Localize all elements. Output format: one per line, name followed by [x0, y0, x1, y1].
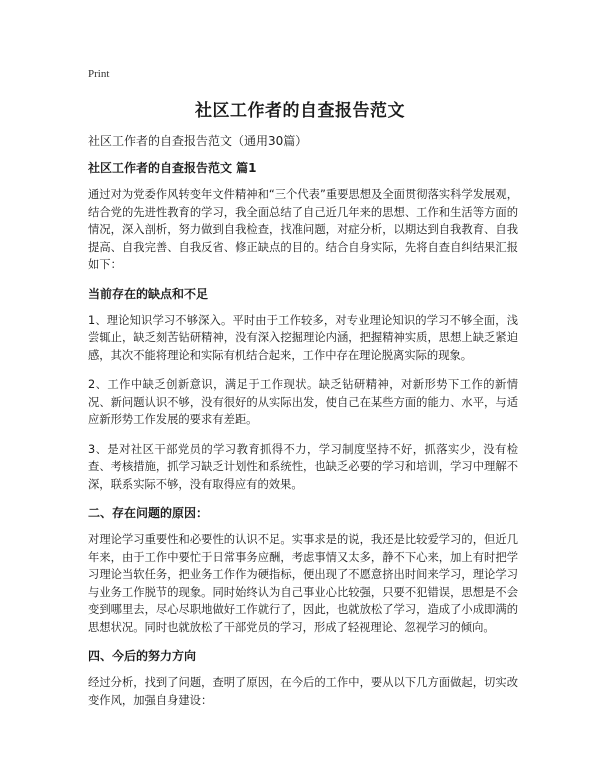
intro-paragraph: 通过对为党委作风转变年文件精神和“三个代表”重要思想及全面贯彻落实科学发展观，结合党的先进性教育的学习，我全面总结了自己近几年来的思想、工作和生活等方面的情况，深入剖析，努力做到自我检查，找准问题，对症分析，以期达到自我教育、自我提高、自我完善、自我反省、修正缺点的目的。结合自身实际，先将自查自纠结果汇报如下：: [88, 188, 518, 271]
section1-heading: 当前存在的缺点和不足: [88, 286, 209, 301]
document-subtitle: 社区工作者的自查报告范文（通用30篇）: [88, 134, 308, 148]
document-body: [88, 133, 518, 721]
section4-paragraph-1: 经过分析，找到了问题，查明了原因，在今后的工作中，要从以下几方面做起，切实改变作风，加强自身建设：: [88, 676, 518, 707]
section2-paragraph-1: 对理论学习重要性和必要性的认识不足。实事求是的说，我还是比较爱学习的，但近几年来，由于工作中要忙于日常事务应酬，考虑事情又太多，静不下心来，加上有时把学习理论当软任务，把业务工作作为硬指标，便出现了不愿意挤出时间来学习，理论学习与业务工作脱节的现象。同时始终认为自己事业心比较强，只要不犯错误，思想是不会变到哪里去，尽心尽职地做好工作就行了，因此，也就放松了学习，造成了小成即满的思想状况。同时也就放松了干部党员的学习，形成了轻视理论、忽视学习的倾向。: [88, 533, 518, 634]
page-title: 社区工作者的自查报告范文: [195, 101, 405, 121]
section4-heading: 四、今后的努力方向: [88, 649, 197, 663]
section1-paragraph-3: 3、是对社区干部党员的学习教育抓得不力，学习制度坚持不好，抓落实少，没有检查、考核措施，抓学习缺乏计划性和系统性，也缺乏必要的学习和培训，学习中理解不深，联系实际不够，没有取得应有的效果。: [88, 442, 518, 491]
section1-paragraph-1: 1、理论知识学习不够深入。平时由于工作较多，对专业理论知识的学习不够全面，浅尝辄止，缺乏刻苦钻研精神，没有深入挖掘理论内涵，把握精神实质，思想上缺乏紧迫感，其次不能将理论和实际有机结合起来，工作中存在理论脱离实际的现象。: [88, 313, 518, 362]
print-label: Print: [88, 68, 110, 80]
article-heading: 社区工作者的自查报告范文 篇1: [88, 161, 257, 175]
section1-paragraph-2: 2、工作中缺乏创新意识，满足于工作现状。缺乏钻研精神，对新形势下工作的新情况、新问题认识不够，没有很好的从实际出发，使自己在某些方面的能力、水平，与适应新形势工作发展的要求有差距。: [88, 378, 518, 426]
section2-heading: 二、存在问题的原因：: [88, 506, 209, 520]
